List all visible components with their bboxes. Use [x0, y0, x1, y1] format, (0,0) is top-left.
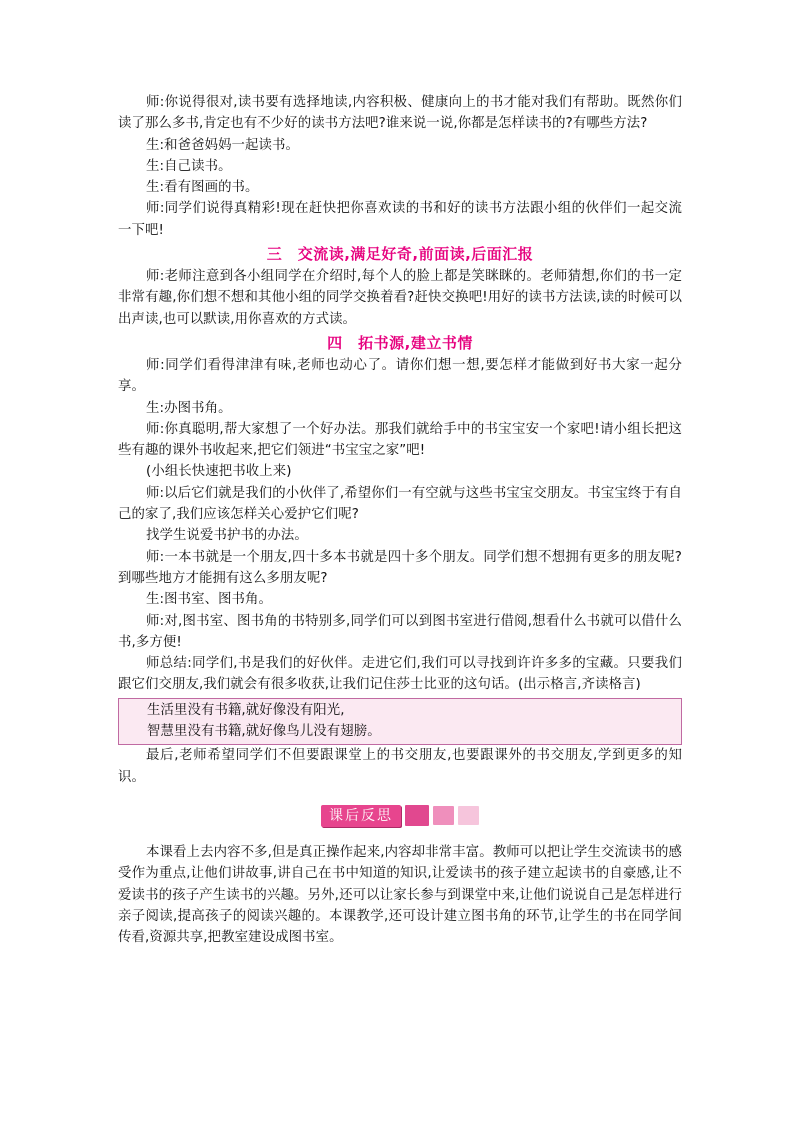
reflection-banner-label: 课后反思 [321, 805, 401, 827]
quote-line: 生活里没有书籍,就好像没有阳光, [147, 702, 345, 718]
banner-decor-block [433, 806, 454, 825]
paragraph: (小组长快速把书收上来) [146, 464, 292, 480]
paragraph: 师总结:同学们,书是我们的好伙伴。走进它们,我们可以寻找到许许多多的宝藏。只要我们跟它们交朋友,我们就会有很多收获,让我们记住莎士比亚的这句话。(出示格言,齐读格言) [118, 656, 682, 693]
paragraph: 生:办图书角。 [146, 400, 232, 416]
reflection-banner [118, 804, 682, 828]
paragraph: 生:图书室、图书角。 [146, 592, 273, 608]
section-heading-4: 四 拓书源,建立书情 [327, 333, 473, 352]
paragraph: 师:你说得很对,读书要有选择地读,内容积极、健康向上的书才能对我们有帮助。既然你们读了那么多书,肯定也有不少好的读书方法吧?谁来说一说,你都是怎样读书的?有哪些方法? [118, 95, 682, 132]
paragraph: 师:以后它们就是我们的小伙伴了,希望你们一有空就与这些书宝宝交朋友。书宝宝终于有自己的家了,我们应该怎样关心爱护它们呢? [118, 485, 682, 523]
paragraph: 师:一本书就是一个朋友,四十多本书就是四十多个朋友。同学们想不想拥有更多的朋友呢?到哪些地方才能拥有这么多朋友呢? [118, 549, 682, 586]
paragraph: 师:你真聪明,帮大家想了一个好办法。那我们就给手中的书宝宝安一个家吧!请小组长把这些有趣的课外书收起来,把它们领进“书宝宝之家”吧! [118, 421, 682, 459]
quote-box [118, 698, 682, 746]
banner-decor-block [405, 805, 429, 826]
paragraph: 师:老师注意到各小组同学在介绍时,每个人的脸上都是笑眯眯的。老师猜想,你们的书一定非常有趣,你们想不想和其他小组的同学交换着看?赶快交换吧!用好的读书方法读,读的时候可以出声读,也可以默读,用你喜欢的方式读。 [118, 269, 682, 327]
banner-decor-block [458, 806, 479, 825]
paragraph: 师:同学们看得津津有味,老师也动心了。请你们想一想,要怎样才能做到好书大家一起分享。 [118, 357, 682, 395]
paragraph: 生:自己读书。 [146, 158, 232, 174]
reflection-paragraph: 本课看上去内容不多,但是真正操作起来,内容却非常丰富。教师可以把让学生交流读书的感受作为重点,让他们讲故事,讲自己在书中知道的知识,让爱读书的孩子建立起读书的自豪感,让不爱读书的孩子产生读书的兴趣。另外,还可以让家长参与到课堂中来,让他们说说自己是怎样进行亲子阅读,提高孩子的阅读兴趣的。本课教学,还可设计建立图书角的环节,让学生的书在同学间传看,资源共享,把教室建设成图书室。 [118, 844, 682, 946]
paragraph: 师:对,图书室、图书角的书特别多,同学们可以到图书室进行借阅,想看什么书就可以借什么书,多方便! [118, 613, 682, 650]
paragraph: 最后,老师希望同学们不但要跟课堂上的书交朋友,也要跟课外的书交朋友,学到更多的知识。 [118, 748, 682, 785]
quote-line: 智慧里没有书籍,就好像鸟儿没有翅膀。 [147, 724, 381, 740]
paragraph: 生:和爸爸妈妈一起读书。 [146, 137, 300, 153]
document-page [118, 92, 682, 948]
paragraph: 师:同学们说得真精彩!现在赶快把你喜欢读的书和好的读书方法跟小组的伙伴们一起交流一下吧! [118, 201, 682, 238]
paragraph: 生:看有图画的书。 [146, 180, 259, 196]
section-heading-3: 三 交流读,满足好奇,前面读,后面汇报 [266, 245, 534, 264]
paragraph: 找学生说爱书护书的办法。 [146, 528, 308, 544]
